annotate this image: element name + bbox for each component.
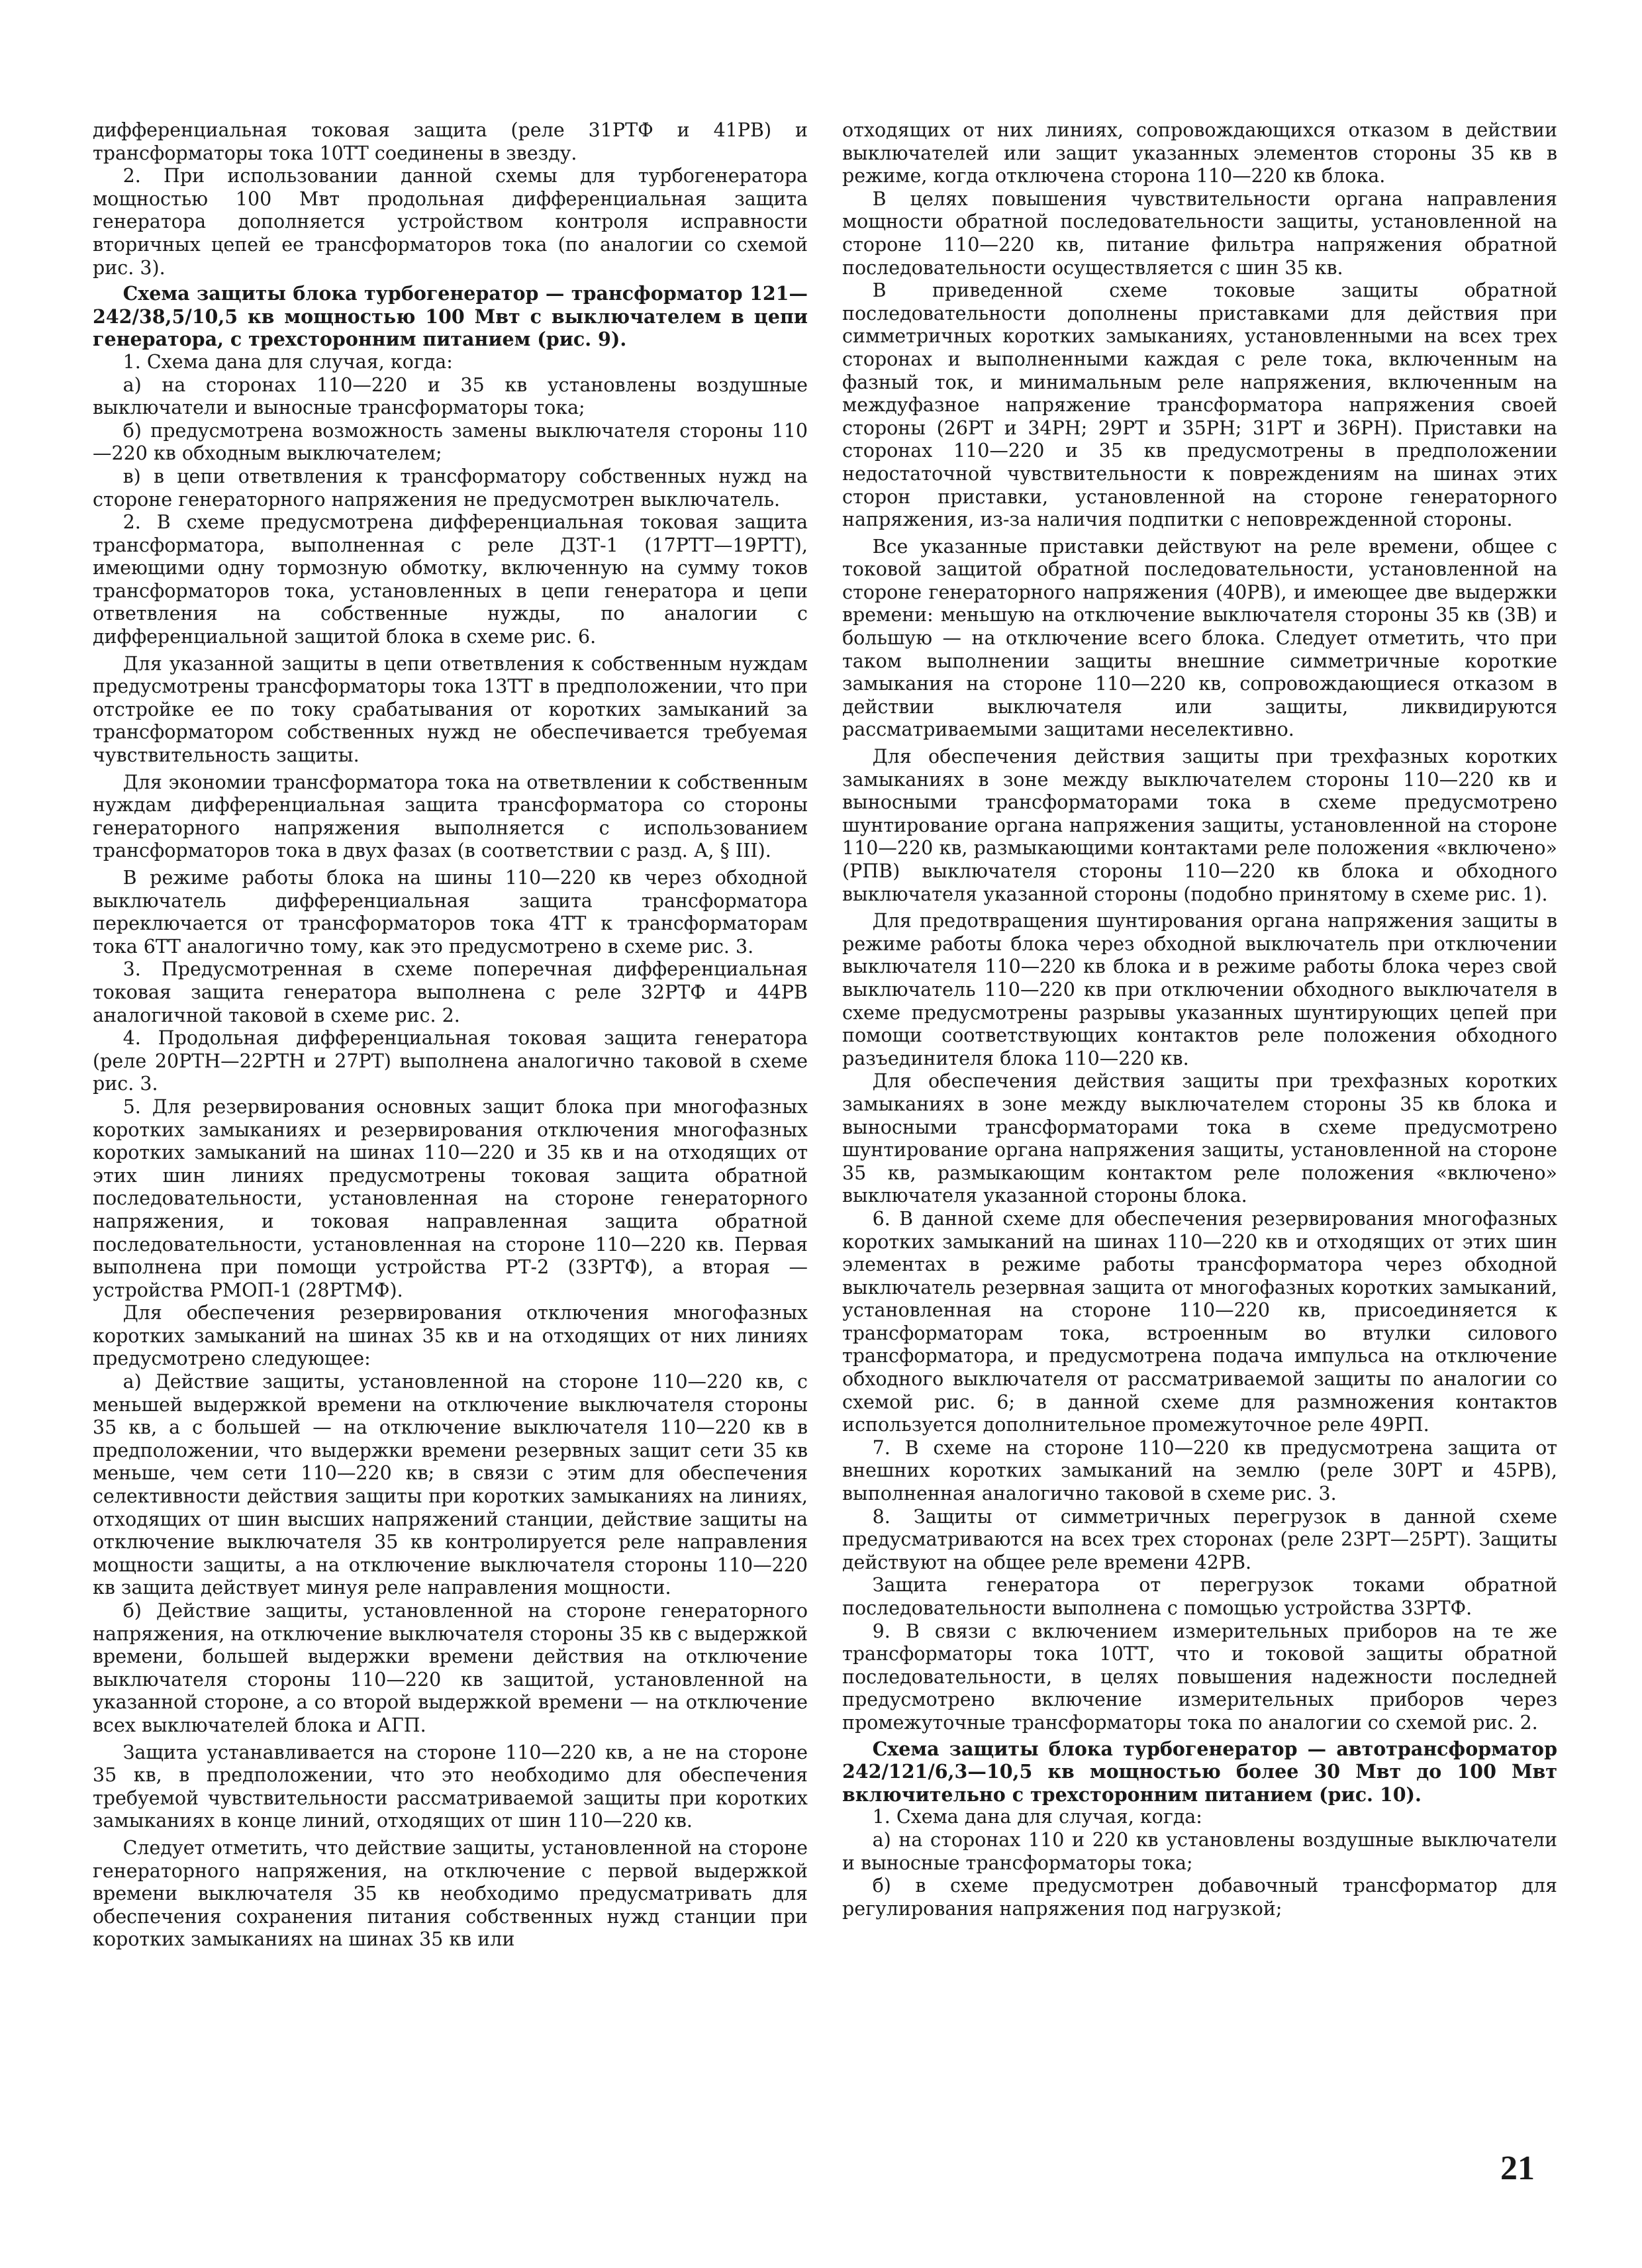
paragraph: Все указанные приставки действуют на реле времени, общее с токовой защитой обратной последовательности, установленной на стороне генераторного напряжения (40РВ), и имеющее две выдержки времени: меньшую на отключение выключателя стороны 35 кв (3В) и большую — на отключение всего блока. Следует отметить, что при таком выполнении защиты внешние симметричные короткие замыкания на стороне 110—220 кв, сопровождающиеся отказом в действии выключателя или защиты, ликвидируются рассматриваемыми защитами неселективно. (842, 535, 1557, 741)
paragraph: Для обеспечения действия защиты при трехфазных коротких замыканиях в зоне между выключателем стороны 35 кв блока и выносными трансформаторами тока в схеме предусмотрено шунтирование органа напряжения защиты, установленной на стороне 35 кв, размыкающим контактом реле положения «включено» выключателя указанной стороны блока. (842, 1070, 1557, 1207)
paragraph: в) в цепи ответвления к трансформатору собственных нужд на стороне генераторного напряжения не предусмотрен выключатель. (93, 465, 808, 511)
paragraph: В режиме работы блока на шины 110—220 кв через обходной выключатель дифференциальная защита трансформатора переключается от трансформаторов тока 4ТТ к трансформаторам тока 6ТТ аналогично тому, как это предусмотрено в схеме рис. 3. (93, 867, 808, 958)
paragraph: Для обеспечения действия защиты при трехфазных коротких замыканиях в зоне между выключателем стороны 110—220 кв и выносными трансформаторами тока в схеме предусмотрено шунтирование органа напряжения защиты, установленной на стороне 110—220 кв, размыкающими контактами реле положения «включено» (РПВ) выключателя стороны 110—220 кв блока и обходного выключателя указанной стороны (подобно принятому в схеме рис. 1). (842, 746, 1557, 905)
paragraph: 1. Схема дана для случая, когда: (872, 1806, 1202, 1828)
right-column (842, 119, 1557, 1920)
paragraph: 4. Продольная дифференциальная токовая защита генератора (реле 20РТН—22РТН и 27РТ) выполнена аналогично таковой в схеме рис. 3. (93, 1027, 808, 1095)
paragraph: б) предусмотрена возможность замены выключателя стороны 110—220 кв обходным выключателем; (93, 419, 808, 465)
paragraph: Защита генератора от перегрузок токами обратной последовательности выполнена с помощью устройства 33РТФ. (842, 1574, 1557, 1619)
paragraph: 2. В схеме предусмотрена дифференциальная токовая защита трансформатора, выполненная с реле ДЗТ-1 (17РТТ—19РТТ), имеющими одну тормозную обмотку, включенную на сумму токов трансформаторов тока, установленных в цепи генератора и цепи ответвления на собственные нужды, по аналогии с дифференциальной защитой блока в схеме рис. 6. (93, 511, 808, 648)
paragraph: а) Действие защиты, установленной на стороне 110—220 кв, с меньшей выдержкой времени на отключение выключателя стороны 35 кв, а с большей — на отключение выключателя 110—220 кв в предположении, что выдержки времени резервных защит сети 35 кв меньше, чем сети 110—220 кв; в связи с этим для обеспечения селективности действия защиты при коротких замыканиях на линиях, отходящих от шин высших напряжений станции, действие защиты на отключение выключателя 35 кв контролируется реле направления мощности защиты, а на отключение выключателя стороны 110—220 кв защита действует минуя реле направления мощности. (93, 1371, 808, 1599)
paragraph: Для экономии трансформатора тока на ответвлении к собственным нуждам дифференциальная защита трансформатора со стороны генераторного напряжения выполняется с использованием трансформаторов тока в двух фазах (в соответствии с разд. А, § III). (93, 771, 808, 862)
page-number: 21 (1500, 2149, 1535, 2187)
paragraph: 7. В схеме на стороне 110—220 кв предусмотрена защита от внешних коротких замыканий на землю (реле 30РТ и 45РВ), выполненная аналогично таковой в схеме рис. 3. (842, 1436, 1557, 1505)
paragraph: отходящих от них линиях, сопровождающихся отказом в действии выключателей или защит указанных элементов стороны 35 кв в режиме, когда отключена сторона 110—220 кв блока. (842, 119, 1557, 187)
paragraph: Защита устанавливается на стороне 110—220 кв, а не на стороне 35 кв, в предположении, что это необходимо для обеспечения требуемой чувствительности рассматриваемой защиты при коротких замыканиях в конце линий, отходящих от шин 110—220 кв. (93, 1741, 808, 1832)
paragraph: Для предотвращения шунтирования органа напряжения защиты в режиме работы блока через обходной выключатель при отключении выключателя 110—220 кв блока и в режиме работы блока через свой выключатель 110—220 кв при отключении обходного выключателя в схеме предусмотрены разрывы указанных шунтирующих цепей при помощи соответствующих контактов реле положения обходного разъединителя блока 110—220 кв. (842, 910, 1557, 1069)
section-heading: Схема защиты блока турбогенератор — трансформатор 121—242/38,5/10,5 кв мощностью 100 Мвт с выключателем в цепи генератора, с трехсторонним питанием (рис. 9). (93, 282, 808, 351)
paragraph: В приведенной схеме токовые защиты обратной последовательности дополнены приставками для действия при симметричных коротких замыканиях, установленными на всех трех сторонах и выполненными каждая с реле тока, включенным на фазный ток, и минимальным реле напряжения, включенным на междуфазное напряжение трансформатора напряжения своей стороны (26РТ и 34РН; 29РТ и 35РН; 31РТ и 36РН). Приставки на сторонах 110—220 и 35 кв предусмотрены в предположении недостаточной чувствительности к повреждениям на шинах этих сторон приставки, установленной на стороне генераторного напряжения, из-за наличия подпитки с неповрежденной стороны. (842, 279, 1557, 531)
paragraph: а) на сторонах 110 и 220 кв установлены воздушные выключатели и выносные трансформаторы тока; (842, 1828, 1557, 1874)
paragraph: 2. При использовании данной схемы для турбогенератора мощностью 100 Мвт продольная дифференциальная защита генератора дополняется устройством контроля исправности вторичных цепей ее трансформаторов тока (по аналогии со схемой рис. 3). (93, 165, 808, 279)
paragraph: б) Действие защиты, установленной на стороне генераторного напряжения, на отключение выключателя стороны 35 кв с выдержкой времени, большей выдержки времени действия на отключение выключателя стороны 110—220 кв защитой, установленной на указанной стороне, а со второй выдержкой времени — на отключение всех выключателей блока и АГП. (93, 1600, 808, 1736)
paragraph: 9. В связи с включением измерительных приборов на те же трансформаторы тока 10ТТ, что и токовой защиты обратной последовательности, в целях повышения надежности последней предусмотрено включение измерительных приборов через промежуточные трансформаторы тока по аналогии со схемой рис. 2. (842, 1620, 1557, 1734)
paragraph: 5. Для резервирования основных защит блока при многофазных коротких замыканиях и резервирования отключения многофазных коротких замыканий на шинах 110—220 и 35 кв и на отходящих от этих шин линиях предусмотрены токовая защита обратной последовательности, установленная на стороне генераторного напряжения, и токовая направленная защита обратной последовательности, установленная на стороне 110—220 кв. Первая выполнена при помощи устройства РТ-2 (33РТФ), а вторая — устройства РМОП-1 (28РТМФ). (93, 1095, 808, 1301)
paragraph: 3. Предусмотренная в схеме поперечная дифференциальная токовая защита генератора выполнена с реле 32РТФ и 44РВ аналогичной таковой в схеме рис. 2. (93, 958, 808, 1026)
paragraph: 8. Защиты от симметричных перегрузок в данной схеме предусматриваются на всех трех сторонах (реле 23РТ—25РТ). Защиты действуют на общее реле времени 42РВ. (842, 1505, 1557, 1573)
left-column (93, 119, 808, 1951)
paragraph: 1. Схема дана для случая, когда: (122, 350, 453, 373)
paragraph: дифференциальная токовая защита (реле 31РТФ и 41РВ) и трансформаторы тока 10ТТ соединены в звезду. (93, 119, 808, 164)
paragraph: Для указанной защиты в цепи ответвления к собственным нуждам предусмотрены трансформаторы тока 13ТТ в предположении, что при отстройке ее по току срабатывания от коротких замыканий за трансформатором собственных нужд не обеспечивается требуемая чувствительность защиты. (93, 652, 808, 767)
paragraph: 6. В данной схеме для обеспечения резервирования многофазных коротких замыканий на шинах 110—220 кв и отходящих от этих шин элементах в режиме работы трансформатора через обходной выключатель резервная защита от многофазных коротких замыканий, установленная на стороне 110—220 кв, присоединяется к трансформаторам тока, встроенным во втулки силового трансформатора, и предусмотрена подача импульса на отключение обходного выключателя от рассматриваемой защиты по аналогии со схемой рис. 6; в данной схеме для размножения контактов используется дополнительное промежуточное реле 49РП. (842, 1207, 1557, 1436)
paragraph: б) в схеме предусмотрен добавочный трансформатор для регулирования напряжения под нагрузкой; (842, 1875, 1557, 1920)
section-heading: Схема защиты блока турбогенератор — автотрансформатор 242/121/6,3—10,5 кв мощностью более 30 Мвт до 100 Мвт включительно с трехсторонним питанием (рис. 10). (842, 1737, 1557, 1806)
paragraph: а) на сторонах 110—220 и 35 кв установлены воздушные выключатели и выносные трансформаторы тока; (93, 373, 808, 419)
paragraph: Следует отметить, что действие защиты, установленной на стороне генераторного напряжения, на отключение с первой выдержкой времени выключателя 35 кв необходимо предусматривать для обеспечения сохранения питания собственных нужд станции при коротких замыканиях на шинах 35 кв или (93, 1836, 808, 1951)
paragraph: В целях повышения чувствительности органа направления мощности обратной последовательности защиты, установленной на стороне 110—220 кв, питание фильтра напряжения обратной последовательности осуществляется с шин 35 кв. (842, 187, 1557, 279)
paragraph: Для обеспечения резервирования отключения многофазных коротких замыканий на шинах 35 кв и на отходящих от них линиях предусмотрено следующее: (93, 1302, 808, 1370)
